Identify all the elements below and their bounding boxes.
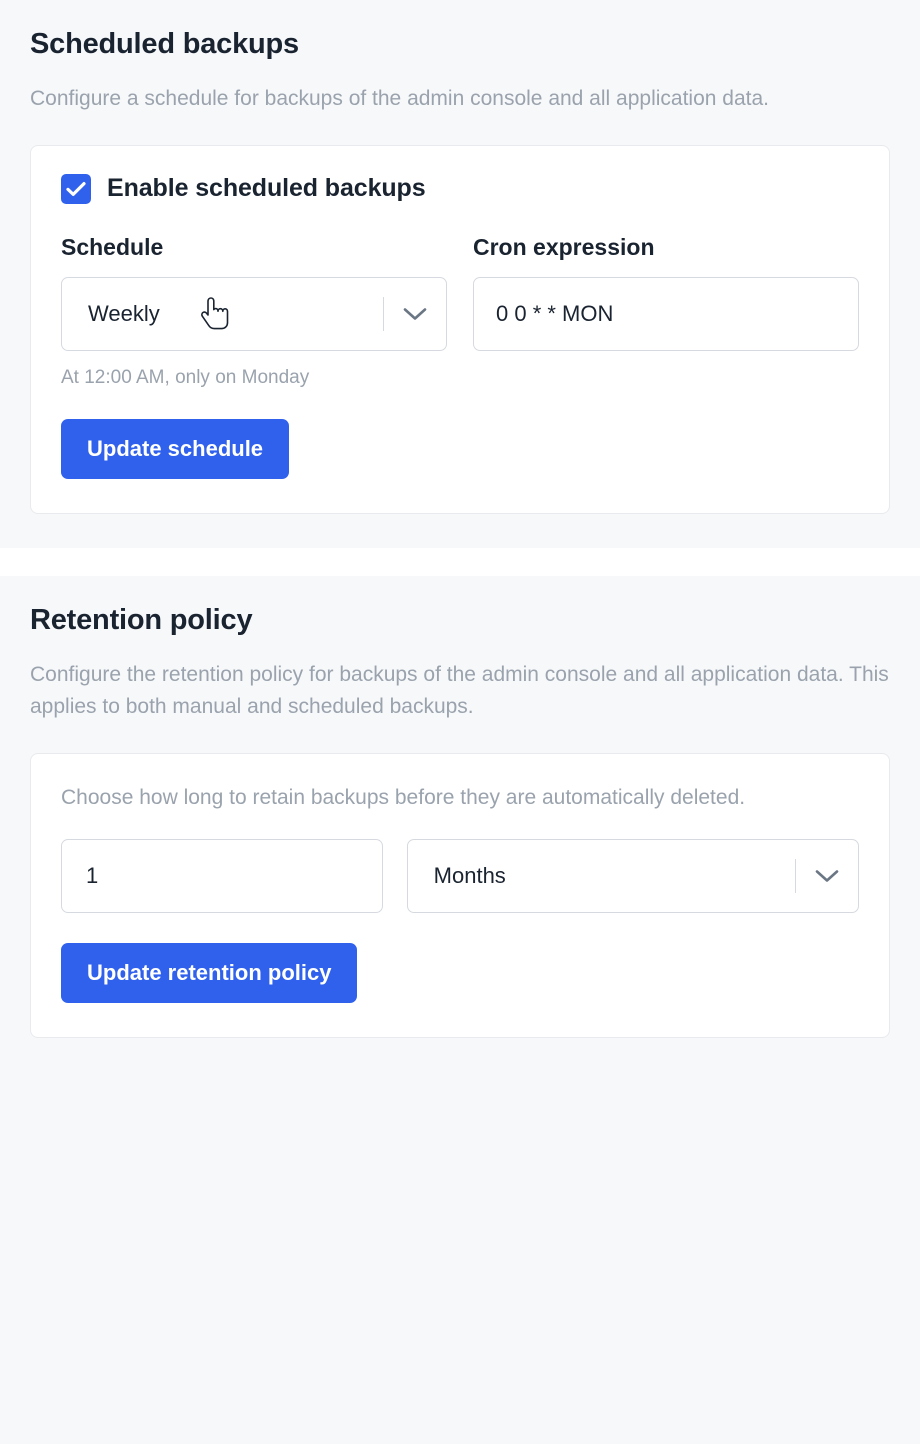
cron-expression-label: Cron expression (473, 233, 655, 260)
enable-scheduled-backups-label: Enable scheduled backups (107, 174, 426, 203)
scheduled-backups-section (0, 0, 920, 548)
update-retention-policy-button[interactable]: Update retention policy (61, 943, 357, 1003)
schedule-select-value: Weekly (88, 300, 160, 326)
retention-fields-row (61, 839, 859, 913)
schedule-select[interactable] (61, 277, 447, 351)
schedule-label: Schedule (61, 233, 164, 260)
chevron-down-icon[interactable] (384, 306, 446, 322)
schedule-field (61, 234, 447, 389)
section-divider (0, 548, 920, 576)
scheduled-backups-description: Configure a schedule for backups of the admin console and all application data. (30, 87, 769, 110)
cron-field (473, 234, 859, 389)
retention-policy-title: Retention policy (30, 603, 253, 636)
cron-expression-input[interactable]: 0 0 * * MON (473, 277, 859, 351)
chevron-down-icon[interactable] (796, 868, 858, 884)
scheduled-backups-title: Scheduled backups (30, 28, 299, 60)
enable-scheduled-backups-row[interactable] (61, 174, 859, 204)
retention-policy-description: Configure the retention policy for backups of the admin console and all application data. This applies to both manual and scheduled backups. (30, 662, 889, 718)
schedule-fields-row (61, 234, 859, 389)
retention-unit-select[interactable] (407, 839, 859, 913)
update-schedule-button[interactable]: Update schedule (61, 419, 289, 479)
retention-policy-section (0, 576, 920, 1072)
retention-amount-input[interactable]: 1 (61, 839, 383, 913)
retention-policy-note: Choose how long to retain backups before they are automatically deleted. (61, 785, 746, 809)
retention-unit-value: Months (433, 863, 506, 889)
cron-hint: At 12:00 AM, only on Monday (61, 366, 310, 388)
retention-policy-card (30, 753, 890, 1039)
scheduled-backups-card (30, 145, 890, 514)
checkbox-icon[interactable] (61, 174, 91, 204)
